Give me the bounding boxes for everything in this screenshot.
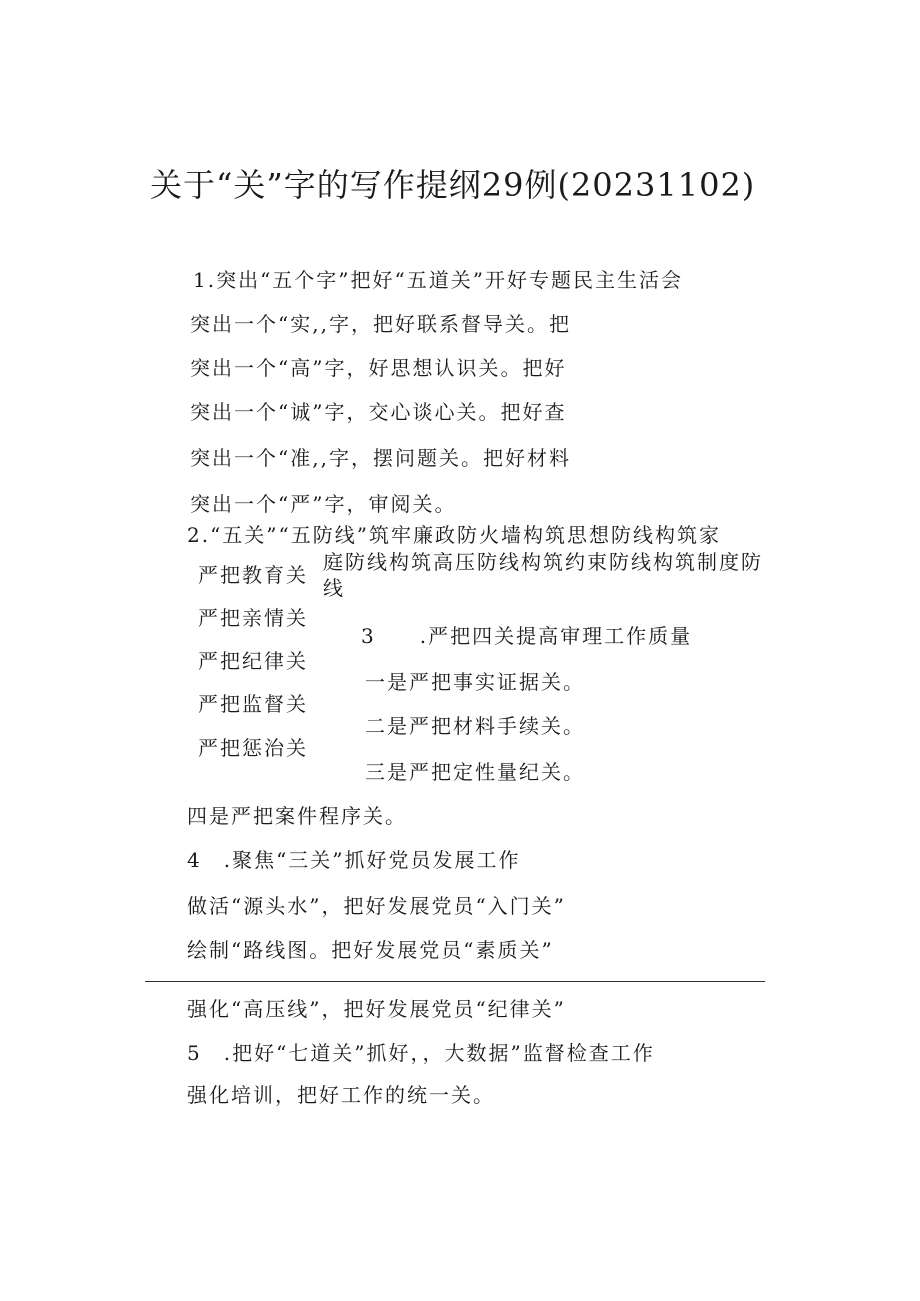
- section-3-line-2: 二是严把材料手续关。: [365, 714, 585, 738]
- section-3-line-3: 三是严把定性量纪关。: [365, 760, 585, 784]
- horizontal-divider: [145, 981, 765, 982]
- section-4-line-1: 做活“源头水”，把好发展党员“入门关”: [187, 894, 566, 918]
- section-1-line-3: 突出一个“诚”字，交心谈心关。把好查: [190, 400, 567, 424]
- section-2-item-4: 严把监督关: [198, 692, 308, 716]
- section-1-heading: 1.突出“五个字”把好“五道关”开好专题民主生活会: [193, 268, 683, 292]
- section-5-line-1: 强化培训，把好工作的统一关。: [187, 1083, 495, 1107]
- section-2-heading: 2.“五关”“五防线”筑牢廉政防火墙构筑思想防线构筑家: [187, 523, 721, 547]
- section-4-heading: 4 .聚焦“三关”抓好党员发展工作: [187, 848, 521, 872]
- section-2-item-3: 严把纪律关: [198, 649, 308, 673]
- section-1-line-5: 突出一个“严”字，审阅关。: [190, 492, 457, 516]
- section-4-line-3: 强化“高压线”，把好发展党员“纪律关”: [187, 997, 566, 1021]
- section-2-item-2: 严把亲情关: [198, 606, 308, 630]
- section-2-item-1: 严把教育关: [198, 563, 308, 587]
- section-3-heading: 3 .严把四关提高审理工作质量: [361, 624, 693, 648]
- section-4-line-2: 绘制“路线图。把好发展党员“素质关”: [187, 938, 554, 962]
- section-2-item-5: 严把惩治关: [198, 736, 308, 760]
- section-3-line-4: 四是严把案件程序关。: [187, 804, 407, 828]
- document-title: 关于“关”字的写作提纲29例(20231102): [150, 166, 756, 204]
- section-1-line-2: 突出一个“高”字，好思想认识关。把好: [190, 356, 567, 380]
- section-2-continued: 庭防线构筑高压防线构筑约束防线构筑制度防线: [323, 550, 763, 600]
- section-1-line-4: 突出一个“准,,字，摆问题关。把好材料: [190, 446, 571, 470]
- section-5-heading: 5 .把好“七道关”抓好，，大数据”监督检查工作: [187, 1041, 655, 1065]
- section-1-line-1: 突出一个“实,,字，把好联系督导关。把: [190, 312, 571, 336]
- section-3-line-1: 一是严把事实证据关。: [365, 670, 585, 694]
